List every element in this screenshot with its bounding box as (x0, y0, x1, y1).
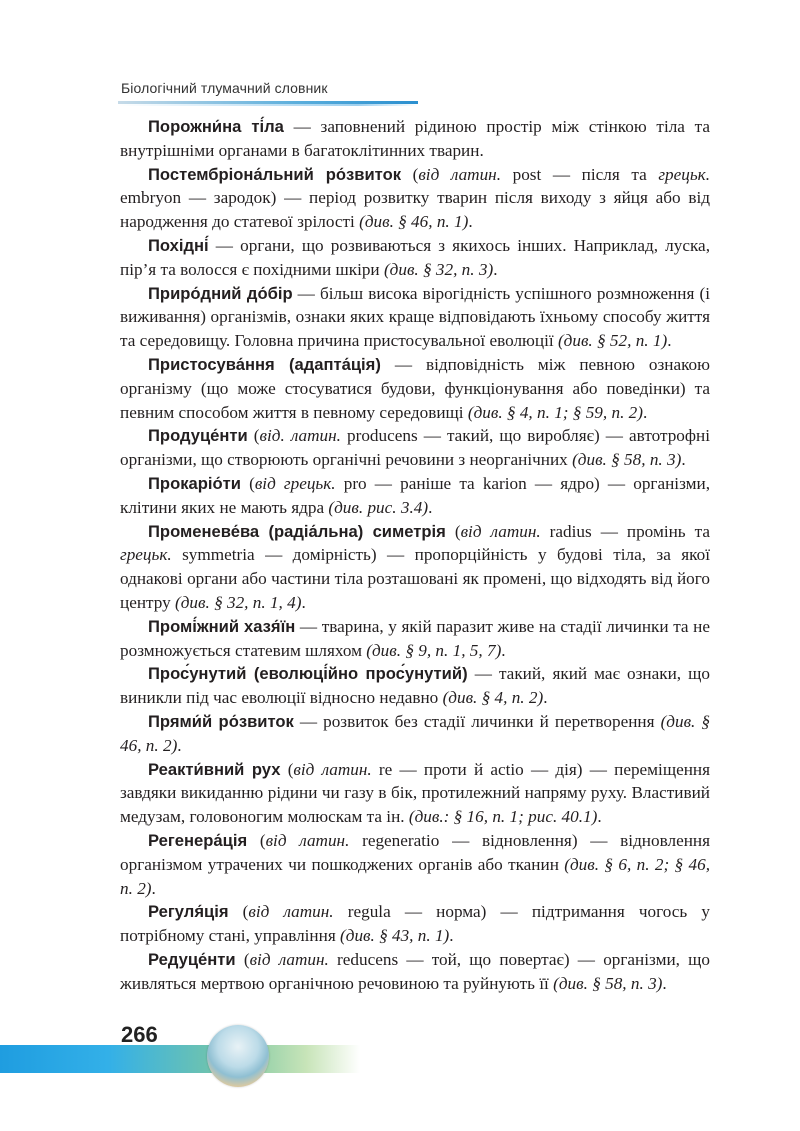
entry-text: . (597, 807, 602, 827)
entry-text: — тварина, у якій паразит живе на стадії личинки та не розмножується статевим шляхом (120, 616, 711, 660)
entry (120, 758, 710, 829)
entry-text: . (681, 450, 686, 470)
entry (120, 900, 710, 948)
entry-reference: (див. § 9, п. 1, 5, 7) (366, 640, 502, 660)
entry-term: Реакти́вний рух (148, 759, 281, 779)
header-rule-highlight (118, 104, 418, 106)
entry-term: Регенера́ція (148, 830, 248, 850)
entry-term: Редуце́нти (148, 949, 236, 969)
entry (120, 829, 710, 900)
entry-text: . (177, 735, 182, 755)
entry-italic: від латин. (249, 949, 329, 969)
footer-seascape-image (207, 1025, 269, 1087)
entry-term: Прос́унутий (еволюці́йно прос́унутий) (148, 664, 468, 684)
entry (120, 353, 710, 424)
entry-reference: (див. рис. 3.4) (328, 497, 429, 517)
entry-term: Похідні́ (148, 235, 209, 255)
entry-text: post — після та (501, 164, 659, 184)
entry-text: . (301, 592, 306, 612)
entry-text: . (501, 640, 506, 660)
entry-term: Регуля́ція (148, 902, 229, 922)
entry-term: Прокаріо́ти (148, 473, 241, 493)
entry-text: radius — промінь та (540, 521, 710, 541)
entry-italic: грецьк. (658, 164, 710, 184)
entry-italic: від латин. (265, 830, 350, 850)
entry-text: ( (401, 164, 419, 184)
entry (120, 615, 710, 663)
entry (120, 948, 710, 996)
entry-term: Промі́жний хазя́їн (148, 616, 296, 636)
entry-reference: (див. § 43, п. 1) (340, 926, 450, 946)
entry-term: Порожни́на ті́ла (148, 117, 284, 136)
entry-reference: (див. § 58, п. 3) (572, 450, 682, 470)
entry-italic: від грецьк. (254, 473, 336, 493)
entry-text: . (468, 212, 473, 232)
entry-reference: (див. § 6, п. 2; § 46, п. 2) (120, 854, 710, 898)
entry-term: Променеве́ва (радіа́льна) симетрія (148, 521, 446, 541)
page-number: 266 (121, 1022, 158, 1047)
entry-text: reducens — той, що повертає) — організми, що живляться мертвою органічною речовиною та руйнують її (120, 949, 710, 993)
entry-reference: (див. § 46, п. 1) (359, 212, 469, 232)
entry-text: pro — раніше та karion — ядро) — організми, клітини яких не мають ядра (120, 473, 710, 517)
entry-reference: (див. § 52, п. 1) (557, 331, 668, 351)
entry-italic: від латин. (248, 902, 334, 922)
entry-text: producens — такий, що виробляє) — автотрофні організми, що створюють органічні речовини з неорганічних (120, 426, 710, 470)
entry-reference: (див. § 32, п. 1, 4) (175, 592, 302, 612)
entry (120, 710, 710, 758)
entry-italic: від. латин. (259, 426, 341, 446)
entry-term: Постембріона́льний ро́звиток (148, 164, 402, 184)
entry-text: — більш висока вірогідність успішного розмноження (і виживання) організмів, ознаки яких краще відповідають їхньому способу життя та середовищу. Головна причина пристосувальної еволюції (120, 283, 710, 351)
entry-text: . (642, 402, 648, 422)
entry-text: — розвиток без стадії личинки й перетворення (293, 711, 661, 731)
entry-italic: від латин. (418, 164, 502, 184)
entry-text: ( (228, 902, 249, 922)
entry-text: — органи, що розвиваються з якихось інших. Наприклад, луска, пір’я та волосся є похідними шкіри (120, 235, 710, 279)
running-header: Біологічний тлумачний словник (121, 80, 328, 96)
entry (120, 163, 710, 234)
entry-term: Продуце́нти (148, 426, 248, 446)
entry-text: symmetria — домірність) — пропорційність у будові тіла, за якої однакові органи або частини тіла розташовані як промені, що відходять від його центру (120, 545, 710, 612)
entry-text: . (667, 331, 672, 351)
entry-italic: грецьк. (120, 545, 172, 565)
entry-text: . (543, 688, 548, 708)
entry-text: regula — норма) — підтримання чогось у потрібному стані, управління (120, 902, 710, 946)
entry (120, 472, 710, 520)
footer-gradient-bar (0, 1045, 360, 1073)
entry-text: embryon — зародок) — період розвитку тварин після виходу з яйця або від народження до статевої зрілості (120, 188, 710, 232)
entry-reference: (див. § 58, п. 3) (553, 973, 663, 993)
entry (120, 282, 710, 353)
entry-italic: від латин. (460, 521, 541, 541)
entry-reference: (див. § 46, п. 2) (120, 711, 710, 755)
entry-text: ( (247, 830, 266, 850)
entry-term: Пристосува́ння (адапта́ція) (148, 354, 381, 374)
entry-text: re — проти й actio — дія) — переміщення завдяки викиданню рідини чи газу в бік, протилежний напряму руху. Властивий медузам, головоногим молюскам та ін. (120, 759, 710, 827)
entry (120, 234, 710, 282)
entry-italic: від латин. (293, 759, 372, 779)
entry-reference: (див.: § 16, п. 1; рис. 40.1) (408, 807, 598, 827)
entry-text: . (151, 878, 156, 898)
entry-text: ( (445, 521, 461, 541)
entry-term: Прями́й ро́звиток (148, 711, 294, 731)
entry-text: — відповідність між певною ознакою організму (що може стосуватися будови, функціонування або поведінки) та певним способом життя в певному середовищі (120, 354, 710, 422)
entry-text: ( (240, 473, 255, 493)
entry-text: ( (280, 759, 294, 779)
entry (120, 424, 710, 472)
entry (120, 115, 710, 163)
entry-reference: (див. § 4, п. 1; § 59, п. 2) (467, 402, 643, 422)
entry-text: ( (235, 949, 250, 969)
entry-text: — заповнений рідиною простір між стінкою тіла та внутрішніми органами в багатоклітинних тварин. (120, 117, 710, 160)
entry-text: . (449, 926, 454, 946)
entry (120, 662, 710, 710)
entry-reference: (див. § 4, п. 2) (442, 688, 544, 708)
dictionary-entries (120, 115, 710, 995)
entry-term: Приро́дний до́бір (148, 283, 293, 303)
entry-reference: (див. § 32, п. 3) (383, 259, 494, 279)
entry-text: — такий, який має ознаки, що виникли під час еволюції відносно недавно (120, 664, 710, 708)
entry-text: regeneratio — відновлення) — відновлення організмом утрачених чи пошкоджених органів або тканин (120, 830, 710, 874)
entry-text: . (493, 259, 498, 279)
entry-text: . (662, 973, 667, 993)
entry-text: ( (247, 426, 260, 446)
entry-text: . (428, 497, 433, 517)
entry (120, 520, 710, 615)
